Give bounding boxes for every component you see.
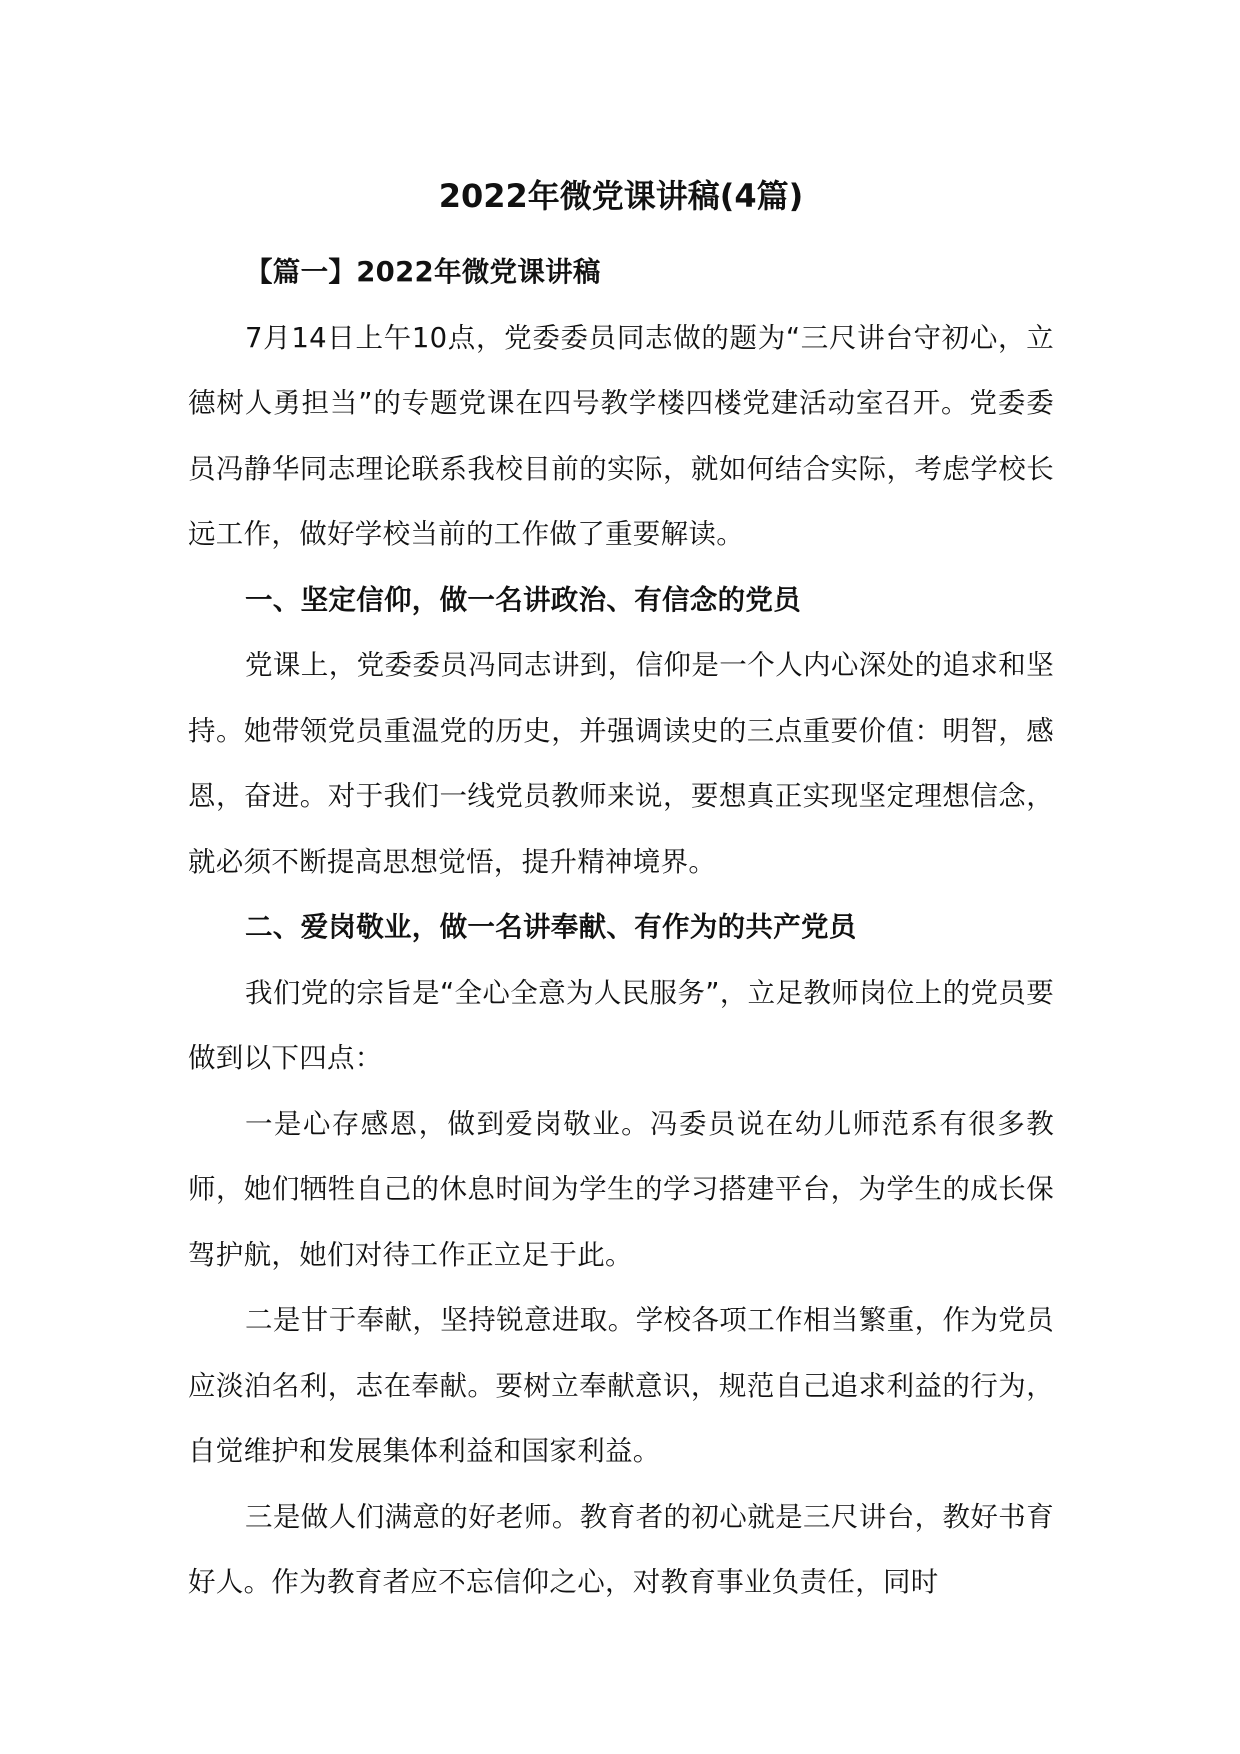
subheading-1: 一、坚定信仰，做一名讲政治、有信念的党员 <box>245 583 801 616</box>
document-body <box>188 240 1054 1616</box>
document-title: 2022年微党课讲稿(4篇) <box>438 177 804 215</box>
paragraph-point-2: 二是甘于奉献，坚持锐意进取。学校各项工作相当繁重，作为党员应淡泊名利，志在奉献。要树立奉献意识，规范自己追求利益的行为，自觉维护和发展集体利益和国家利益。 <box>188 1304 1054 1467</box>
paragraph-purpose: 我们党的宗旨是“全心全意为人民服务”，立足教师岗位上的党员要做到以下四点： <box>188 976 1054 1074</box>
paragraph-point-3: 三是做人们满意的好老师。教育者的初心就是三尺讲台，教好书育好人。作为教育者应不忘信仰之心，对教育事业负责任，同时 <box>188 1500 1054 1598</box>
paragraph-belief: 党课上，党委委员冯同志讲到，信仰是一个人内心深处的追求和坚持。她带领党员重温党的历史，并强调读史的三点重要价值：明智，感恩，奋进。对于我们一线党员教师来说，要想真正实现坚定理想信念，就必须不断提高思想觉悟，提升精神境界。 <box>188 649 1054 878</box>
paragraph-point-1: 一是心存感恩，做到爱岗敬业。冯委员说在幼儿师范系有很多教师，她们牺牲自己的休息时间为学生的学习搭建平台，为学生的成长保驾护航，她们对待工作正立足于此。 <box>188 1107 1054 1271</box>
paragraph-intro: 7月14日上午10点，党委委员同志做的题为“三尺讲台守初心，立德树人勇担当”的专题党课在四号教学楼四楼党建活动室召开。党委委员冯静华同志理论联系我校目前的实际，就如何结合实际，考虑学校长远工作，做好学校当前的工作做了重要解读。 <box>188 321 1054 550</box>
section-heading: 【篇一】2022年微党课讲稿 <box>245 256 601 288</box>
subheading-2: 二、爱岗敬业，做一名讲奉献、有作为的共产党员 <box>245 911 857 943</box>
